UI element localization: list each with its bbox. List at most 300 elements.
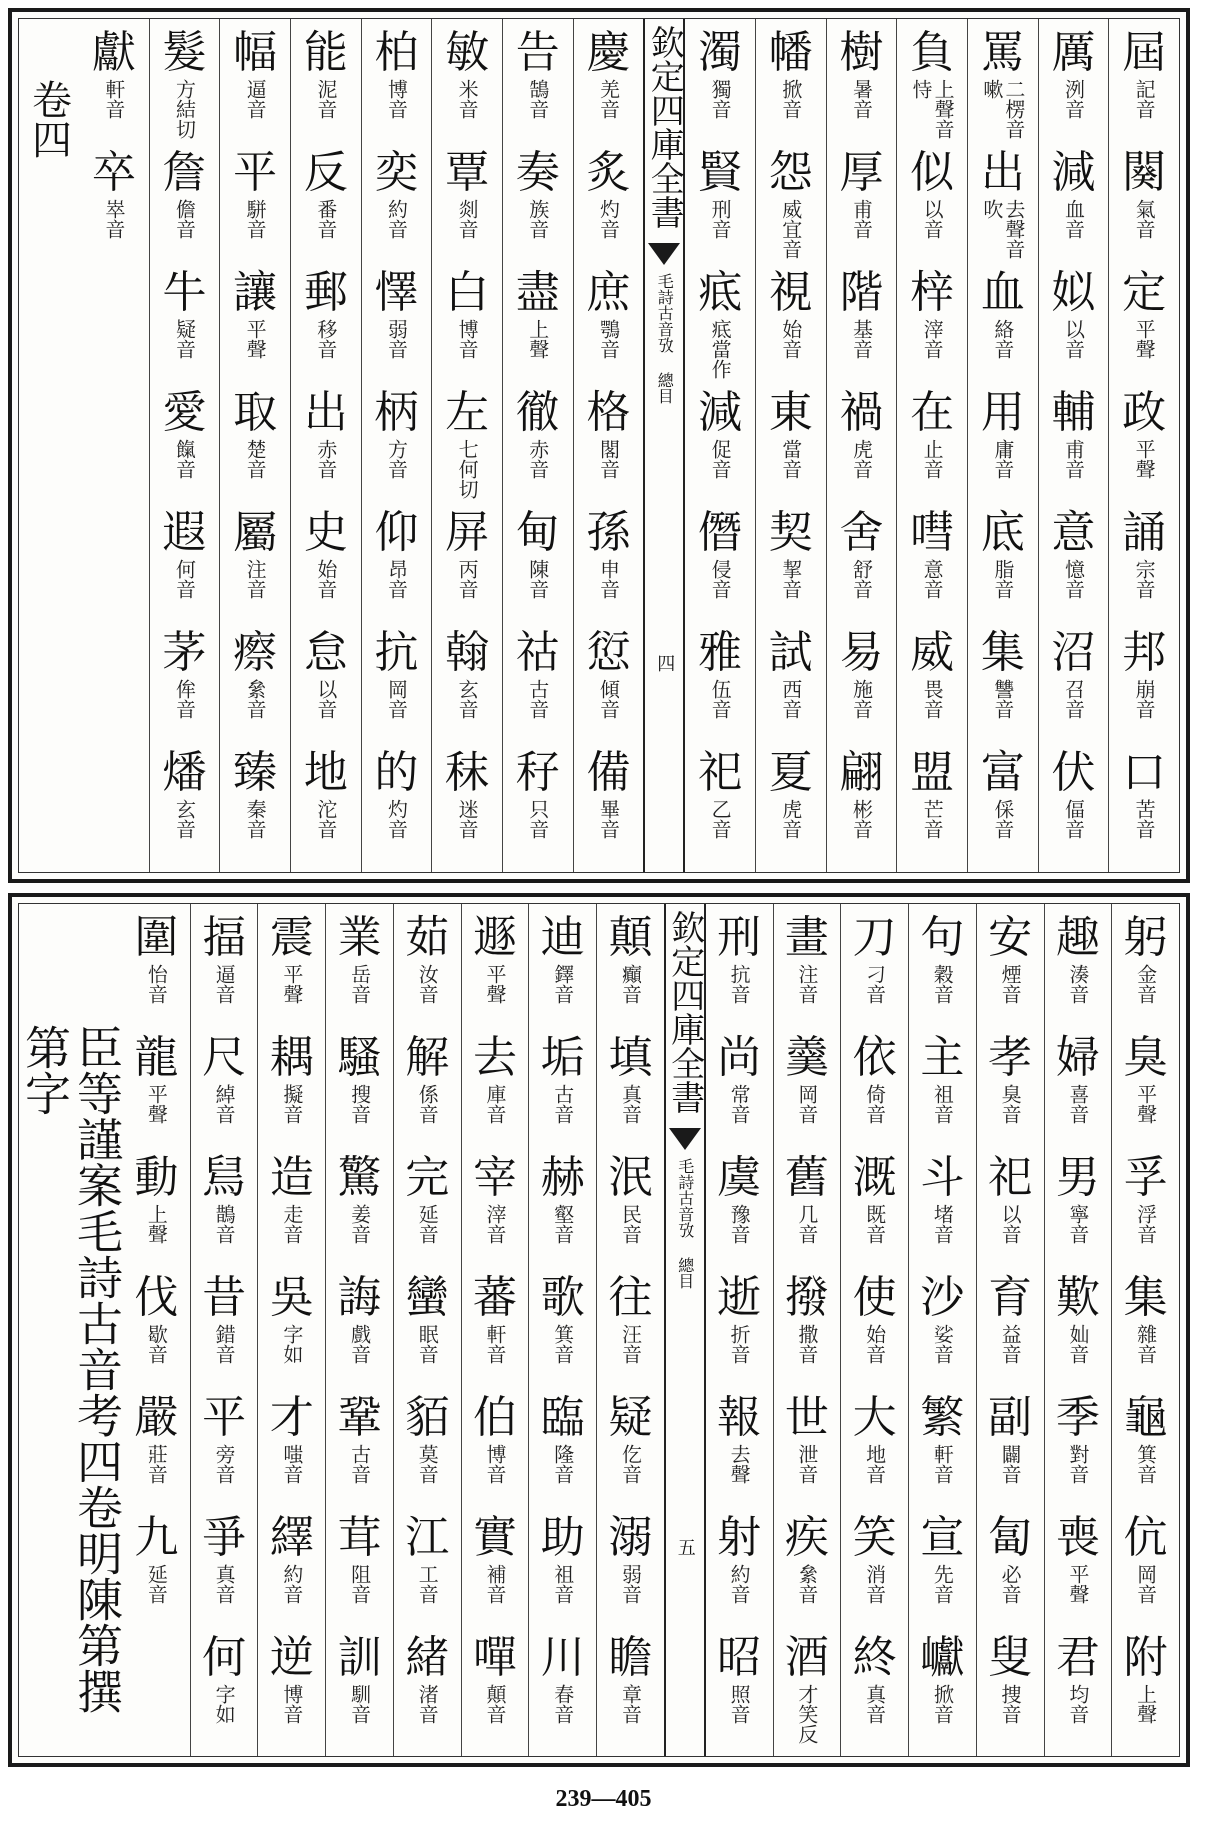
head-character: 君 [1055,1632,1100,1683]
text-column [123,904,190,1756]
head-character: 完 [405,1152,450,1203]
head-character: 輔 [1051,387,1096,438]
head-character: 動 [134,1152,179,1203]
entry [988,1152,1032,1270]
head-character: 抗 [374,627,419,678]
pronunciation-note: 丙音 [455,559,480,599]
head-character: 覃 [445,147,490,198]
head-character: 卒 [91,147,136,198]
head-character: 懌 [374,267,419,318]
pronunciation-note: 壑音 [550,1204,575,1244]
head-character: 疷 [698,267,743,318]
entry [1124,1392,1168,1510]
text-column [219,19,290,872]
head-character: 臻 [233,747,278,798]
head-character: 在 [910,387,955,438]
head-character: 格 [586,387,631,438]
pronunciation-note: 章音 [618,1684,643,1724]
head-character: 樹 [839,27,884,78]
head-character: 嘒 [910,507,955,558]
pronunciation-note: 消音 [862,1564,887,1604]
head-character: 泯 [608,1152,653,1203]
head-character: 伯 [473,1392,517,1443]
pronunciation-note: 以音 [1061,319,1086,359]
head-character: 匐 [988,1512,1033,1563]
pronunciation-note: 約音 [384,199,409,239]
head-character: 郵 [303,267,348,318]
pronunciation-note: 姜音 [347,1204,372,1244]
pronunciation-note: 逼音 [212,964,237,1004]
head-character: 往 [608,1272,653,1323]
entry [473,1512,517,1630]
pronunciation-note: 延音 [144,1564,169,1604]
head-character: 茸 [337,1512,382,1563]
pronunciation-note: 闢音 [998,1444,1023,1484]
entry [785,1392,829,1510]
head-character: 翩 [839,747,884,798]
entry [1056,1152,1100,1270]
pronunciation-note: 二楞音嗽 [979,79,1026,139]
head-character: 逝 [717,1272,762,1323]
text-column [773,904,841,1756]
pronunciation-note: 逼音 [243,79,268,119]
head-character: 舊 [784,1152,829,1203]
head-character: 集 [1123,1272,1168,1323]
entry [374,627,418,745]
head-character: 祀 [988,1152,1033,1203]
head-character: 史 [303,507,348,558]
head-character: 圍 [134,912,179,963]
entry [920,1272,964,1390]
lower-center-gutter [664,904,706,1756]
entry [586,507,630,625]
pronunciation-note: 去聲音吹 [979,199,1026,259]
head-character: 平 [202,1392,247,1443]
entry [698,267,742,385]
pronunciation-note: 伍音 [708,679,733,719]
head-character: 能 [303,27,348,78]
pronunciation-note: 玄音 [455,679,480,719]
head-character: 柄 [374,387,419,438]
head-character: 燔 [162,747,207,798]
head-character: 禍 [839,387,884,438]
upper-page-frame [8,8,1190,883]
pronunciation-note: 威宜音 [778,199,803,259]
head-character: 契 [768,507,813,558]
text-column [826,19,897,872]
pronunciation-note: 顛音 [483,1684,507,1724]
pronunciation-note: 必音 [998,1564,1023,1604]
pronunciation-note: 捜音 [998,1684,1023,1724]
head-character: 孫 [586,507,631,558]
head-character: 僭 [698,507,743,558]
head-character: 業 [337,912,382,963]
head-character: 階 [839,267,884,318]
entry [839,747,883,865]
entry [717,1512,761,1630]
pronunciation-note: 挈音 [778,559,803,599]
upper-center-gutter [643,19,685,872]
head-character: 畫 [784,912,829,963]
head-character: 減 [1051,147,1096,198]
pronunciation-note: 始音 [313,559,338,599]
entry [163,267,207,385]
head-character: 減 [698,387,743,438]
pronunciation-note: 莫音 [415,1444,440,1484]
entry [608,912,652,1030]
pronunciation-note: 憶音 [1061,559,1086,599]
pronunciation-note: 侵音 [708,559,733,599]
pronunciation-note: 綽音 [212,1084,237,1124]
pronunciation-note: 虎音 [778,799,803,839]
head-character: 解 [405,1032,450,1083]
entry [853,1032,897,1150]
head-character: 仰 [374,507,419,558]
head-character: 繹 [269,1512,314,1563]
entry [405,1632,449,1750]
entry [785,1632,829,1750]
pronunciation-note: 芒音 [920,799,945,839]
head-character: 迪 [540,912,585,963]
head-character: 政 [1122,387,1167,438]
entry [134,912,178,1030]
pronunciation-note: 岡音 [1133,1564,1158,1604]
entry [445,747,489,865]
entry [586,747,630,865]
pronunciation-note: 平聲 [1132,319,1157,359]
entry [516,27,560,145]
head-character: 孝 [988,1032,1033,1083]
entry [1122,507,1166,625]
entry [304,267,348,385]
pronunciation-note: 掀音 [930,1684,955,1724]
pronunciation-note: 畢音 [596,799,621,839]
pronunciation-note: 侔音 [172,679,197,719]
pronunciation-note: 族音 [525,199,550,239]
head-character: 安 [988,912,1033,963]
pronunciation-note: 秦音 [243,799,268,839]
entry [1122,387,1166,505]
pronunciation-note: 走音 [279,1204,304,1244]
entry [541,912,585,1030]
pronunciation-note: 真音 [618,1084,643,1124]
entry [445,27,489,145]
head-character: 臨 [540,1392,585,1443]
entry [1124,1032,1168,1150]
pronunciation-note: 延音 [415,1204,440,1244]
pronunciation-note: 仡音 [618,1444,643,1484]
head-character: 口 [1122,747,1167,798]
pronunciation-note: 湊音 [1065,964,1090,1004]
pronunciation-note: 撒音 [794,1324,819,1364]
pronunciation-note: 當音 [778,439,803,479]
pronunciation-note: 赤音 [525,439,550,479]
head-character: 溺 [608,1512,653,1563]
entry [202,1272,246,1390]
pronunciation-note: 渚音 [415,1684,440,1724]
head-character: 徹 [515,387,560,438]
pronunciation-note: 餼音 [172,439,197,479]
head-character: 厲 [1051,27,1096,78]
entry [304,507,348,625]
head-character: 震 [269,912,314,963]
entry [541,1272,585,1390]
upper-right-columns [685,19,1179,872]
entry [769,627,813,745]
entry [270,912,314,1030]
entry [769,387,813,505]
head-character: 射 [717,1512,762,1563]
entry [202,1632,246,1750]
pronunciation-note: 折音 [727,1324,752,1364]
entry [839,147,883,265]
head-character: 終 [852,1632,897,1683]
pronunciation-note: 獨音 [708,79,733,119]
pronunciation-note: 灼音 [384,799,409,839]
entry [910,747,954,865]
head-character: 男 [1055,1152,1100,1203]
entry [304,747,348,865]
head-character: 笑 [852,1512,897,1563]
pronunciation-note: 隆音 [550,1444,575,1484]
head-character: 濁 [698,27,743,78]
pronunciation-note: 平聲 [243,319,268,359]
entry [988,1632,1032,1750]
head-character: 誨 [337,1272,382,1323]
pronunciation-note: 癲音 [618,964,643,1004]
pronunciation-note: 上聲音恃 [909,79,956,139]
entry [586,27,630,145]
pronunciation-note: 約音 [727,1564,752,1604]
pronunciation-note: 軒音 [101,79,126,119]
pronunciation-note: 平聲 [1065,1564,1090,1604]
entry [698,747,742,865]
pronunciation-note: 春音 [550,1684,575,1724]
head-character: 用 [980,387,1025,438]
head-character: 髮 [162,27,207,78]
pronunciation-note: 豫音 [727,1204,752,1244]
pronunciation-note: 庸音 [990,439,1015,479]
head-character: 訓 [337,1632,382,1683]
head-character: 巘 [920,1632,965,1683]
entry [608,1272,652,1390]
pronunciation-note: 西音 [778,679,803,719]
upper-page-grid [18,18,1180,873]
head-character: 昭 [717,1632,762,1683]
pronunciation-note: 岡音 [794,1084,819,1124]
head-character: 實 [473,1512,517,1563]
head-character: 誦 [1122,507,1167,558]
entry [698,507,742,625]
entry [853,1152,897,1270]
entry [981,507,1025,625]
head-character: 備 [586,747,631,798]
entry [1051,147,1095,265]
entry [920,1632,964,1750]
entry [405,1392,449,1510]
head-character: 爭 [202,1512,247,1563]
text-column [431,19,502,872]
entry [839,267,883,385]
entry [1124,912,1168,1030]
text-column [896,19,967,872]
fish-tail-mark-icon [648,243,680,265]
pronunciation-note: 何音 [172,559,197,599]
entry [338,912,382,1030]
entry [233,507,277,625]
lower-left-columns [123,904,664,1756]
pronunciation-note: 祖音 [550,1564,575,1604]
pronunciation-note: 宗音 [1132,559,1157,599]
head-character: 江 [405,1512,450,1563]
gutter-title: 欽定四庫全書 [664,910,705,1114]
head-character: 句 [920,912,965,963]
text-column [908,904,976,1756]
head-character: 吳 [269,1272,314,1323]
pronunciation-note: 始音 [778,319,803,359]
head-character: 耦 [269,1032,314,1083]
head-character: 何 [202,1632,247,1683]
pronunciation-note: 甫音 [849,199,874,239]
pronunciation-note: 箕音 [1133,1444,1158,1484]
pronunciation-note: 基音 [849,319,874,359]
entry [698,147,742,265]
head-character: 姒 [1051,267,1096,318]
head-character: 蕃 [473,1272,517,1323]
pronunciation-note: 汝音 [415,964,440,1004]
entry [405,912,449,1030]
entry [1124,1632,1168,1750]
entry [270,1032,314,1150]
text-column [257,904,325,1756]
entry [839,627,883,745]
pronunciation-note: 絫音 [794,1564,819,1604]
entry [1124,1512,1168,1630]
pronunciation-note: 穀音 [930,964,955,1004]
text-column [1108,19,1179,872]
pronunciation-note: 祖音 [930,1084,955,1124]
entry [608,1392,652,1510]
volume-margin [19,19,79,872]
entry [516,627,560,745]
entry [853,1392,897,1510]
pronunciation-note: 駢音 [243,199,268,239]
head-character: 幅 [233,27,278,78]
pronunciation-note: 喜音 [1065,1084,1090,1124]
entry [853,1512,897,1630]
entry [202,1392,246,1510]
entry [920,912,964,1030]
entry [163,627,207,745]
pronunciation-note: 錯音 [212,1324,237,1364]
pronunciation-note: 以音 [313,679,338,719]
entry [445,267,489,385]
pronunciation-note: 鶚音 [596,319,621,359]
entry [473,912,517,1030]
entry [541,1632,585,1750]
pronunciation-note: 剡音 [455,199,480,239]
entry [163,27,207,145]
head-character: 溉 [852,1152,897,1203]
pronunciation-note: 歇音 [144,1324,169,1364]
text-column [502,19,573,872]
entry [445,147,489,265]
entry [981,627,1025,745]
head-character: 闋 [1122,147,1167,198]
head-character: 繁 [920,1392,965,1443]
head-character: 撥 [784,1272,829,1323]
text-column [706,904,773,1756]
pronunciation-note: 傾音 [596,679,621,719]
head-character: 甸 [515,507,560,558]
head-character: 愛 [162,387,207,438]
entry [1124,1152,1168,1270]
head-character: 副 [988,1392,1033,1443]
entry [769,747,813,865]
pronunciation-note: 去聲 [727,1444,752,1484]
pronunciation-note: 補音 [483,1564,507,1604]
entry [717,912,761,1030]
entry [920,1032,964,1150]
head-character: 遐 [162,507,207,558]
pronunciation-note: 平聲 [279,964,304,1004]
head-character: 歌 [540,1272,585,1323]
colophon-margin [19,904,123,1756]
entry [163,147,207,265]
pronunciation-note: 崒音 [101,199,126,239]
entry [910,387,954,505]
pronunciation-note: 臭音 [998,1084,1023,1124]
pronunciation-note: 楚音 [243,439,268,479]
text-column [1038,19,1109,872]
head-character: 疾 [784,1512,829,1563]
pronunciation-note: 照音 [727,1684,752,1724]
head-character: 宣 [920,1512,965,1563]
entry [1122,267,1166,385]
entry [134,1032,178,1150]
pronunciation-note: 脂音 [990,559,1015,599]
lower-page-grid [18,903,1180,1757]
head-character: 讓 [233,267,278,318]
text-column [190,904,258,1756]
text-column [1044,904,1112,1756]
entry [233,627,277,745]
head-character: 赫 [540,1152,585,1203]
head-character: 沼 [1051,627,1096,678]
pronunciation-note: 洌音 [1061,79,1086,119]
pronunciation-note: 字如 [212,1684,237,1724]
head-character: 庶 [586,267,631,318]
entry [1051,387,1095,505]
head-character: 賢 [698,147,743,198]
pronunciation-note: 奾音 [1065,1324,1090,1364]
entry [374,387,418,505]
entry [586,147,630,265]
pronunciation-note: 益音 [998,1324,1023,1364]
pronunciation-note: 甫音 [1061,439,1086,479]
head-character: 出 [980,147,1025,198]
head-character: 罵 [980,27,1025,78]
pronunciation-note: 浮音 [1133,1204,1158,1244]
entry [134,1152,178,1270]
pronunciation-note: 几音 [794,1204,819,1244]
entry [134,1512,178,1630]
pronunciation-note: 岳音 [347,964,372,1004]
pronunciation-note: 阻音 [347,1564,372,1604]
pronunciation-note: 平聲 [1133,1084,1158,1124]
head-character: 取 [233,387,278,438]
entry [304,627,348,745]
